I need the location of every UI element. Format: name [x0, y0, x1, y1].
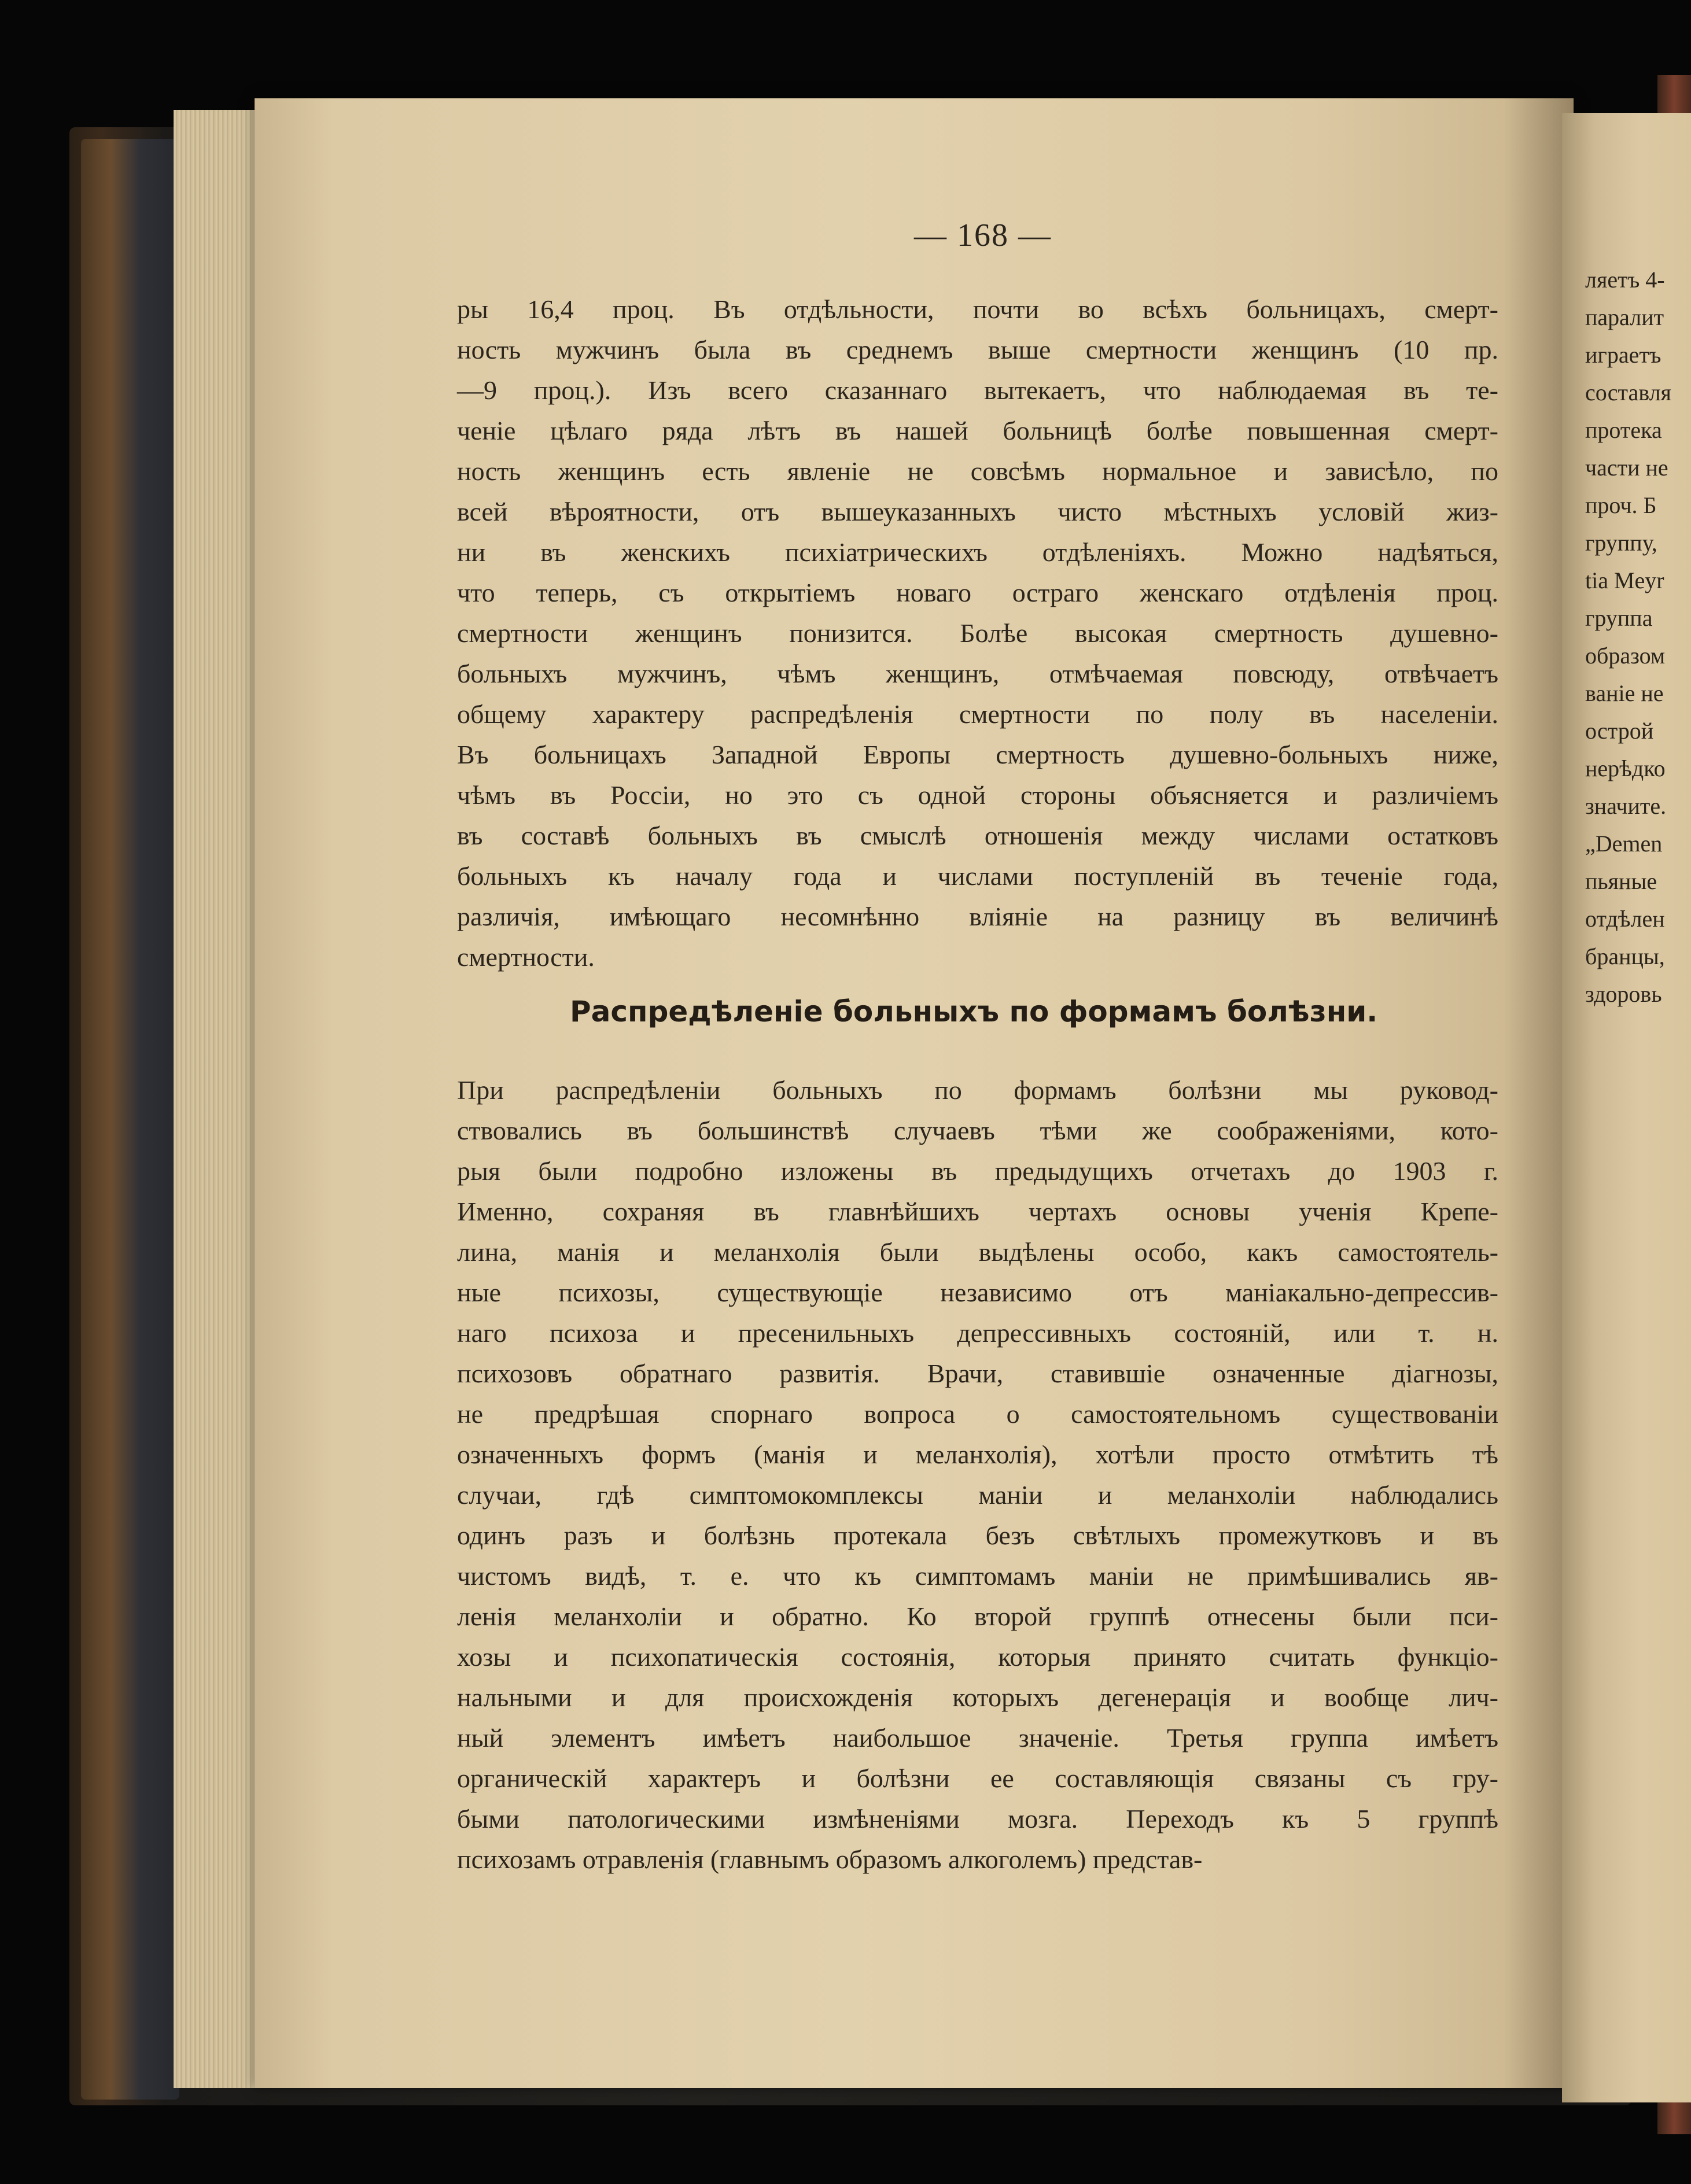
- section-text-line: быми патологическими измѣненіями мозга. Переходъ къ 5 группѣ: [457, 1804, 1498, 1833]
- right-page-line: „Demen: [1585, 831, 1663, 857]
- right-page-line: отдѣлен: [1585, 906, 1665, 932]
- right-page-line: играетъ: [1585, 342, 1661, 368]
- right-page-line: значите.: [1585, 793, 1667, 819]
- right-page-line: нерѣдко: [1585, 755, 1666, 781]
- section-text-line: ный элементъ имѣетъ наибольшое значеніе. Третья группа имѣетъ: [457, 1723, 1498, 1753]
- section-text-line: психозамъ отравленія (главнымъ образомъ алкоголемъ) представ-: [457, 1844, 1203, 1874]
- body-text-line: въ составѣ больныхъ въ смыслѣ отношенія между числами остатковъ: [457, 821, 1498, 850]
- right-page-line: бранцы,: [1585, 943, 1665, 969]
- right-page-line: пьяные: [1585, 868, 1657, 894]
- body-text-line: больныхъ мужчинъ, чѣмъ женщинъ, отмѣчаемая повсюду, отвѣчаетъ: [457, 659, 1498, 688]
- section-text-line: наго психоза и пресенильныхъ депрессивныхъ состояній, или т. н.: [457, 1318, 1498, 1348]
- body-text-line: всей вѣроятности, отъ вышеуказанныхъ чисто мѣстныхъ условій жиз-: [457, 497, 1498, 526]
- section-text-line: ные психозы, существующіе независимо отъ маніакально-депрессив-: [457, 1278, 1498, 1307]
- page-number: — 168 —: [914, 217, 1052, 253]
- body-text-line: ность женщинъ есть явленіе не совсѣмъ нормальное и зависѣло, по: [457, 456, 1498, 486]
- section-text-line: нальными и для происхожденія которыхъ дегенерація и вообще лич-: [457, 1683, 1498, 1712]
- section-text-line: При распредѣленіи больныхъ по формамъ болѣзни мы руковод-: [457, 1075, 1498, 1105]
- body-text-line: смертности.: [457, 942, 595, 972]
- body-text-line: общему характеру распредѣленія смертности по полу въ населеніи.: [457, 699, 1498, 729]
- right-page-line: здоровь: [1585, 981, 1662, 1007]
- body-text-line: что теперь, съ открытіемъ новаго остраго женскаго отдѣленія проц.: [457, 578, 1498, 607]
- section-text-line: рыя были подробно изложены въ предыдущихъ отчетахъ до 1903 г.: [457, 1156, 1498, 1186]
- section-text-line: означенныхъ формъ (манія и меланхолія), хотѣли просто отмѣтить тѣ: [457, 1440, 1498, 1469]
- section-heading: Распредѣленіе больныхъ по формамъ болѣзни.: [570, 995, 1378, 1028]
- right-page-line: группа: [1585, 605, 1653, 631]
- body-text-line: чѣмъ въ Россіи, но это съ одной стороны объясняется и различіемъ: [457, 780, 1498, 810]
- section-text-line: чистомъ видѣ, т. е. что къ симптомамъ маніи не примѣшивались яв-: [457, 1561, 1498, 1591]
- book-spine: [81, 139, 179, 2100]
- right-page-line: ляетъ 4-: [1585, 267, 1665, 293]
- body-text-line: различія, имѣющаго несомнѣнно вліяніе на разницу въ величинѣ: [457, 902, 1498, 931]
- section-text-line: ленія меланхоліи и обратно. Ко второй группѣ отнесены были пси-: [457, 1602, 1498, 1631]
- body-text-line: ни въ женскихъ психіатрическихъ отдѣленіяхъ. Можно надѣяться,: [457, 537, 1498, 567]
- right-page-line: части не: [1585, 455, 1668, 481]
- section-text-line: случаи, гдѣ симптомокомплексы маніи и меланхоліи наблюдались: [457, 1480, 1498, 1510]
- body-text-line: ность мужчинъ была въ среднемъ выше смертности женщинъ (10 пр.: [457, 335, 1498, 364]
- section-text-line: хозы и психопатическія состоянія, которыя принято считать функціо-: [457, 1642, 1498, 1672]
- section-text-line: органическій характеръ и болѣзни ее составляющія связаны съ гру-: [457, 1764, 1498, 1793]
- right-page-line: tia Meyr: [1585, 567, 1664, 593]
- body-text-line: смертности женщинъ понизится. Болѣе высокая смертность душевно-: [457, 618, 1498, 648]
- body-text-line: Въ больницахъ Западной Европы смертность душевно-больныхъ ниже,: [457, 740, 1498, 769]
- right-page-line: составля: [1585, 379, 1671, 405]
- section-text-line: одинъ разъ и болѣзнь протекала безъ свѣтлыхъ промежутковъ и въ: [457, 1521, 1498, 1550]
- right-page-line: образом: [1585, 643, 1666, 669]
- body-text-line: ры 16,4 проц. Въ отдѣльности, почти во всѣхъ больницахъ, смерт-: [457, 294, 1498, 324]
- section-text-line: не предрѣшая спорнаго вопроса о самостоятельномъ существованіи: [457, 1399, 1498, 1429]
- right-page-line: острой: [1585, 718, 1654, 744]
- body-text-line: больныхъ къ началу года и числами поступленій въ теченіе года,: [457, 861, 1498, 891]
- right-page-line: проч. Б: [1585, 492, 1657, 518]
- right-page-line: паралит: [1585, 304, 1664, 330]
- section-text-line: Именно, сохраняя въ главнѣйшихъ чертахъ основы ученія Крепе-: [457, 1197, 1498, 1226]
- page-stack-edges: [174, 110, 266, 2088]
- right-page-line: группу,: [1585, 530, 1657, 556]
- section-text-line: психозовъ обратнаго развитія. Врачи, ставившіе означенные діагнозы,: [457, 1359, 1498, 1388]
- right-page-line: ваніе не: [1585, 680, 1664, 706]
- right-page: [1562, 113, 1691, 2102]
- section-text-line: лина, манія и меланхолія были выдѣлены особо, какъ самостоятель-: [457, 1237, 1498, 1267]
- section-text-line: ствовались въ большинствѣ случаевъ тѣми же соображеніями, кото-: [457, 1116, 1498, 1145]
- right-page-line: протека: [1585, 417, 1662, 443]
- body-text-line: ченіе цѣлаго ряда лѣтъ въ нашей больницѣ болѣе повышенная смерт-: [457, 416, 1498, 445]
- body-text-line: —9 проц.). Изъ всего сказаннаго вытекаетъ, что наблюдаемая въ те-: [457, 375, 1498, 405]
